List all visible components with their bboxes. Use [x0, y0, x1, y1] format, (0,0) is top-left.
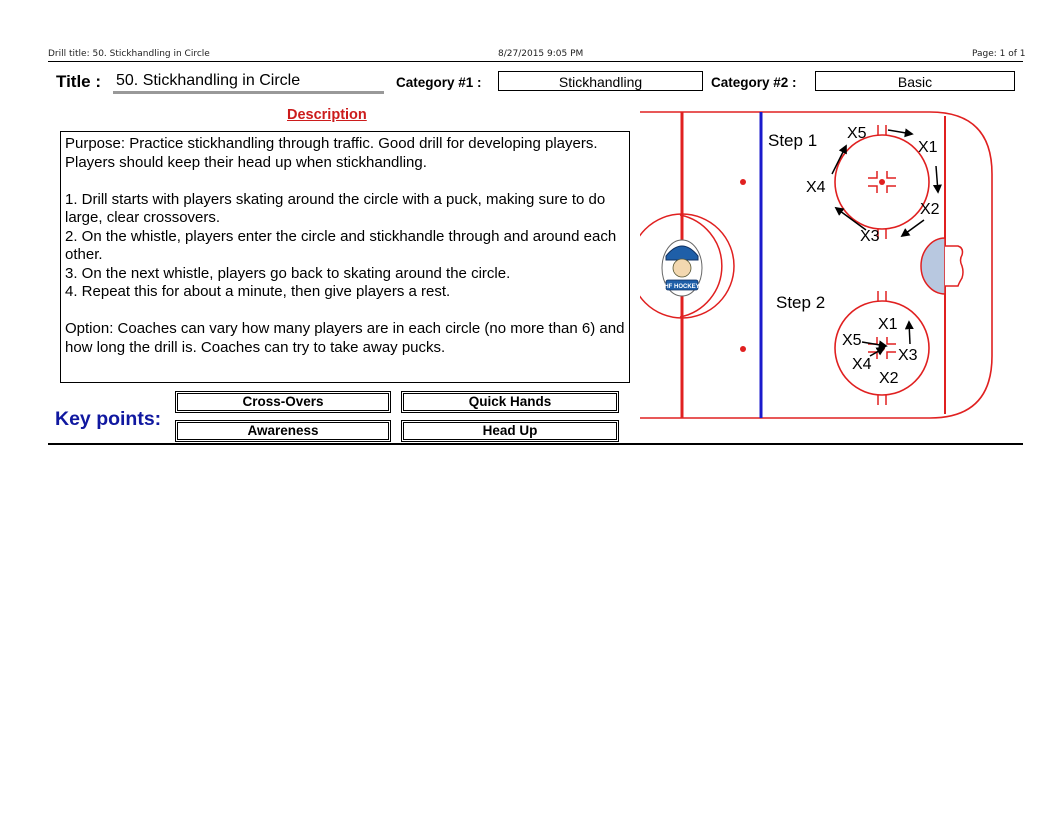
logo-text: HF HOCKEY — [664, 284, 700, 290]
step1-player-x5: X5 — [847, 125, 867, 142]
title-value: 50. Stickhandling in Circle — [113, 72, 384, 94]
header-drill-title: Drill title: 50. Stickhandling in Circle — [48, 49, 210, 59]
key-point-awareness: Awareness — [175, 420, 391, 442]
description-box — [60, 131, 630, 383]
category1-value: Stickhandling — [498, 71, 703, 91]
goal-crease — [921, 238, 945, 294]
description-option: Option: Coaches can vary how many players are in each circle (no more than 6) and how long the drill is. Coaches can try to take away pucks. — [65, 320, 625, 356]
faceoff-dot-top — [879, 179, 885, 185]
rink-diagram — [640, 108, 1000, 423]
header-divider — [48, 61, 1023, 62]
step1-label: Step 1 — [768, 131, 818, 150]
step2-player-x2: X2 — [879, 370, 899, 387]
hockey-logo-icon — [662, 240, 702, 296]
step2-player-x1: X1 — [878, 316, 898, 333]
step1-player-x3: X3 — [860, 228, 880, 245]
category1-label: Category #1 : — [396, 75, 482, 90]
description-purpose: Purpose: Practice stickhandling through traffic. Good drill for developing players. Players should keep their head up when stickhandling. — [65, 135, 598, 171]
step1-player-x4: X4 — [806, 179, 826, 196]
description-step-1: 1. Drill starts with players skating around the circle with a puck, making sure to do large, clear crossovers. — [65, 190, 606, 226]
neutral-dot-bottom — [740, 346, 746, 352]
goal-net — [945, 246, 963, 286]
step2-label: Step 2 — [776, 293, 826, 312]
category2-label: Category #2 : — [711, 75, 797, 90]
key-point-head-up: Head Up — [401, 420, 619, 442]
key-point-quick-hands: Quick Hands — [401, 391, 619, 413]
step1-player-x2: X2 — [920, 201, 940, 218]
key-points-label: Key points: — [55, 408, 162, 430]
step2-player-x4: X4 — [852, 356, 872, 373]
footer-divider — [48, 443, 1023, 445]
category2-value: Basic — [815, 71, 1015, 91]
description-step-4: 4. Repeat this for about a minute, then give players a rest. — [65, 283, 451, 300]
key-point-cross-overs: Cross-Overs — [175, 391, 391, 413]
header-timestamp: 8/27/2015 9:05 PM — [498, 49, 584, 59]
header-page: Page: 1 of 1 — [972, 49, 1026, 59]
description-step-2: 2. On the whistle, players enter the circle and stickhandle through and around each other. — [65, 227, 617, 263]
step1-player-x1: X1 — [918, 139, 938, 156]
description-step-3: 3. On the next whistle, players go back to skating around the circle. — [65, 264, 511, 282]
neutral-dot-top — [740, 179, 746, 185]
step2-player-x5: X5 — [842, 332, 862, 349]
title-label: Title : — [56, 72, 102, 91]
step2-player-x3: X3 — [898, 347, 918, 364]
description-heading: Description — [287, 107, 367, 123]
